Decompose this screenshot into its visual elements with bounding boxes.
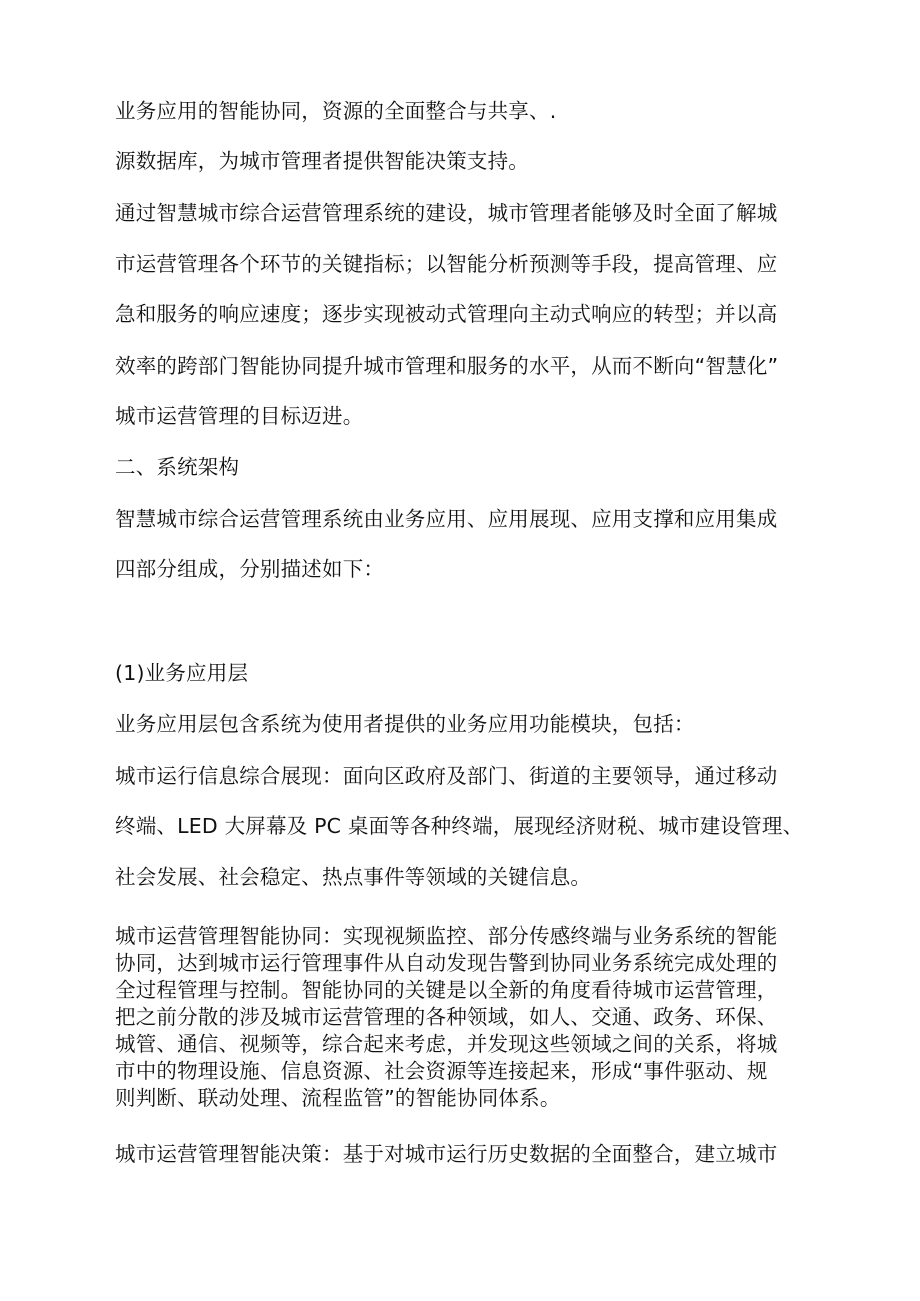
- paragraph-line: 效率的跨部门智能协同提升城市管理和服务的水平，从而不断向“智慧化”: [115, 354, 779, 378]
- section-heading: 二、系统架构: [115, 455, 240, 479]
- paragraph-line: 则判断、联动处理、流程监管”的智能协同体系。: [115, 1086, 561, 1110]
- paragraph-line: 把之前分散的涉及城市运营管理的各种领域，如人、交通、政务、环保、: [115, 1005, 778, 1029]
- paragraph-line: 协同，达到城市运行管理事件从自动发现告警到协同业务系统完成处理的: [115, 951, 778, 975]
- paragraph-line: 全过程管理与控制。智能协同的关键是以全新的角度看待城市运营管理，: [115, 978, 778, 1002]
- paragraph-line: 智慧城市综合运营管理系统由业务应用、应用展现、应用支撑和应用集成: [115, 507, 778, 531]
- compact-paragraph: [115, 923, 835, 1112]
- paragraph-line: 城管、通信、视频等，综合起来考虑，并发现这些领域之间的关系，将城: [115, 1032, 778, 1056]
- paragraph-line: 城市运行信息综合展现：面向区政府及部门、街道的主要领导，通过移动: [115, 764, 778, 788]
- paragraph-line: 业务应用层包含系统为使用者提供的业务应用功能模块，包括：: [115, 712, 695, 736]
- paragraph-line: 终端、LED 大屏幕及 PC 桌面等各种终端，展现经济财税、城市建设管理、: [115, 814, 804, 838]
- paragraph-line: 城市运营管理的目标迈进。: [115, 404, 364, 428]
- paragraph-line: 城市运营管理智能协同：实现视频监控、部分传感终端与业务系统的智能: [115, 924, 778, 948]
- paragraph-line: 城市运营管理智能决策：基于对城市运行历史数据的全面整合，建立城市: [115, 1142, 778, 1166]
- paragraph-line: 源数据库，为城市管理者提供智能决策支持。: [115, 149, 529, 173]
- paragraph-line: 社会发展、社会稳定、热点事件等领域的关键信息。: [115, 865, 592, 889]
- paragraph-line: 急和服务的响应速度；逐步实现被动式管理向主动式响应的转型；并以高: [115, 302, 778, 326]
- paragraph-line: 市运营管理各个环节的关键指标；以智能分析预测等手段，提高管理、应: [115, 252, 778, 276]
- paragraph-line: 通过智慧城市综合运营管理系统的建设，城市管理者能够及时全面了解城: [115, 201, 778, 225]
- paragraph-line: 四部分组成，分别描述如下：: [115, 557, 385, 581]
- paragraph-line: 市中的物理设施、信息资源、社会资源等连接起来，形成“事件驱动、规: [115, 1059, 768, 1083]
- subsection-heading: (1)业务应用层: [115, 661, 249, 685]
- paragraph-line: 业务应用的智能协同，资源的全面整合与共享、.: [115, 99, 557, 123]
